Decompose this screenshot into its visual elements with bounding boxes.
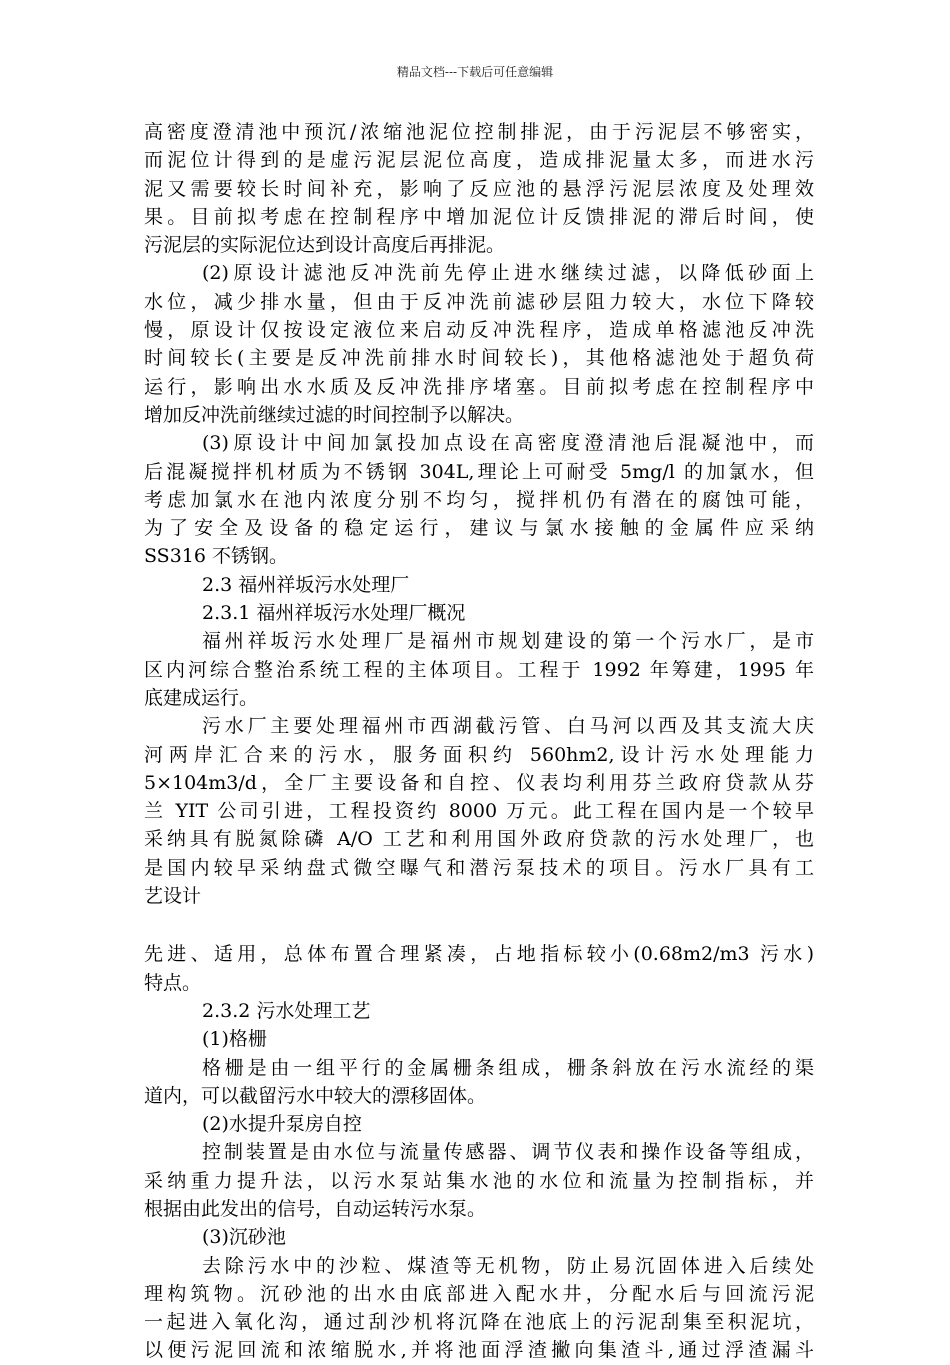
text-line: 为了安全及设备的稳定运行，建议与氯水接触的金属件应采纳 <box>144 517 814 540</box>
text-line: 先进、适用，总体布置合理紧凑，占地指标较小(0.68m2/m3 污水) <box>144 943 814 966</box>
text-line: 以便污泥回流和浓缩脱水,并将池面浮渣撇向集渣斗,通过浮渣漏斗 <box>144 1339 814 1362</box>
text-line: 污泥层的实际泥位达到设计高度后再排泥。 <box>144 234 506 257</box>
text-line: 底建成运行。 <box>144 686 259 709</box>
text-line: 区内河综合整治系统工程的主体项目。工程于 1992 年筹建，1995 年 <box>144 658 814 681</box>
text-line: 果。目前拟考虑在控制程序中增加泥位计反馈排泥的滞后时间，使 <box>144 205 814 228</box>
text-line: 福州祥坂污水处理厂是福州市规划建设的第一个污水厂，是市 <box>202 630 814 653</box>
text-line: 2.3.2 污水处理工艺 <box>202 999 371 1022</box>
text-line: 控制装置是由水位与流量传感器、调节仪表和操作设备等组成， <box>202 1141 814 1164</box>
text-line: 特点。 <box>144 971 202 994</box>
text-line: 一起进入氧化沟，通过刮沙机将沉降在池底上的污泥刮集至积泥坑， <box>144 1311 814 1334</box>
text-line: 格栅是由一组平行的金属栅条组成，栅条斜放在污水流经的渠 <box>202 1056 814 1079</box>
text-line: 水位，减少排水量，但由于反冲洗前滤砂层阻力较大，水位下降较 <box>144 290 814 313</box>
text-line: SS316 不锈钢。 <box>144 545 289 568</box>
text-line: 兰 YIT 公司引进，工程投资约 8000 万元。此工程在国内是一个较早 <box>144 800 814 823</box>
text-line: (3)沉砂池 <box>202 1226 286 1249</box>
text-line: 采纳重力提升法，以污水泵站集水池的水位和流量为控制指标，并 <box>144 1169 814 1192</box>
text-line: 河两岸汇合来的污水，服务面积约 560hm2,设计污水处理能力 <box>144 743 814 766</box>
text-line: (3)原设计中间加氯投加点设在高密度澄清池后混凝池中，而 <box>202 432 814 455</box>
text-line: 慢，原设计仅按设定液位来启动反冲洗程序，造成单格滤池反冲洗 <box>144 319 814 342</box>
text-line: (2)原设计滤池反冲洗前先停止进水继续过滤，以降低砂面上 <box>202 262 814 285</box>
text-line: 增加反冲洗前继续过滤的时间控制予以解决。 <box>144 403 525 426</box>
text-line: 根据由此发出的信号，自动运转污水泵。 <box>144 1197 487 1220</box>
text-line: 运行，影响出水水质及反冲洗排序堵塞。目前拟考虑在控制程序中 <box>144 375 814 398</box>
text-line: 去除污水中的沙粒、煤渣等无机物，防止易沉固体进入后续处 <box>202 1254 814 1277</box>
text-line: 5×104m3/d，全厂主要设备和自控、仪表均利用芬兰政府贷款从芬 <box>144 771 814 794</box>
text-line: 考虑加氯水在池内浓度分别不均匀，搅拌机仍有潜在的腐蚀可能， <box>144 488 814 511</box>
text-line: 泥又需要较长时间补充，影响了反应池的悬浮污泥层浓度及处理效 <box>144 177 814 200</box>
document-body <box>144 118 814 1365</box>
text-line: (2)水提升泵房自控 <box>202 1113 362 1136</box>
text-line: 是国内较早采纳盘式微空曝气和潜污泵技术的项目。污水厂具有工 <box>144 856 814 879</box>
page-break-gap <box>144 910 814 940</box>
text-line: 而泥位计得到的是虚污泥层泥位高度，造成排泥量太多，而进水污 <box>144 149 814 172</box>
text-line: 艺设计 <box>144 885 202 908</box>
text-line: 时间较长(主要是反冲洗前排水时间较长)，其他格滤池处于超负荷 <box>144 347 814 370</box>
text-line: 2.3.1 福州祥坂污水处理厂概况 <box>202 602 466 625</box>
text-line: 理构筑物。沉砂池的出水由底部进入配水井，分配水后与回流污泥 <box>144 1282 814 1305</box>
text-line: 道内，可以截留污水中较大的漂移固体。 <box>144 1084 487 1107</box>
text-line: 污水厂主要处理福州市西湖截污管、白马河以西及其支流大庆 <box>202 715 814 738</box>
text-line: 高密度澄清池中预沉/浓缩池泥位控制排泥，由于污泥层不够密实， <box>144 121 814 143</box>
text-line: 后混凝搅拌机材质为不锈钢 304L,理论上可耐受 5mg/l 的加氯水，但 <box>144 460 814 483</box>
text-line: (1)格栅 <box>202 1028 267 1051</box>
text-line: 2.3 福州祥坂污水处理厂 <box>202 573 410 596</box>
page-header: 精品文档---下载后可任意编辑 <box>396 65 554 79</box>
text-line: 采纳具有脱氮除磷 A/O 工艺和利用国外政府贷款的污水处理厂，也 <box>144 828 814 851</box>
